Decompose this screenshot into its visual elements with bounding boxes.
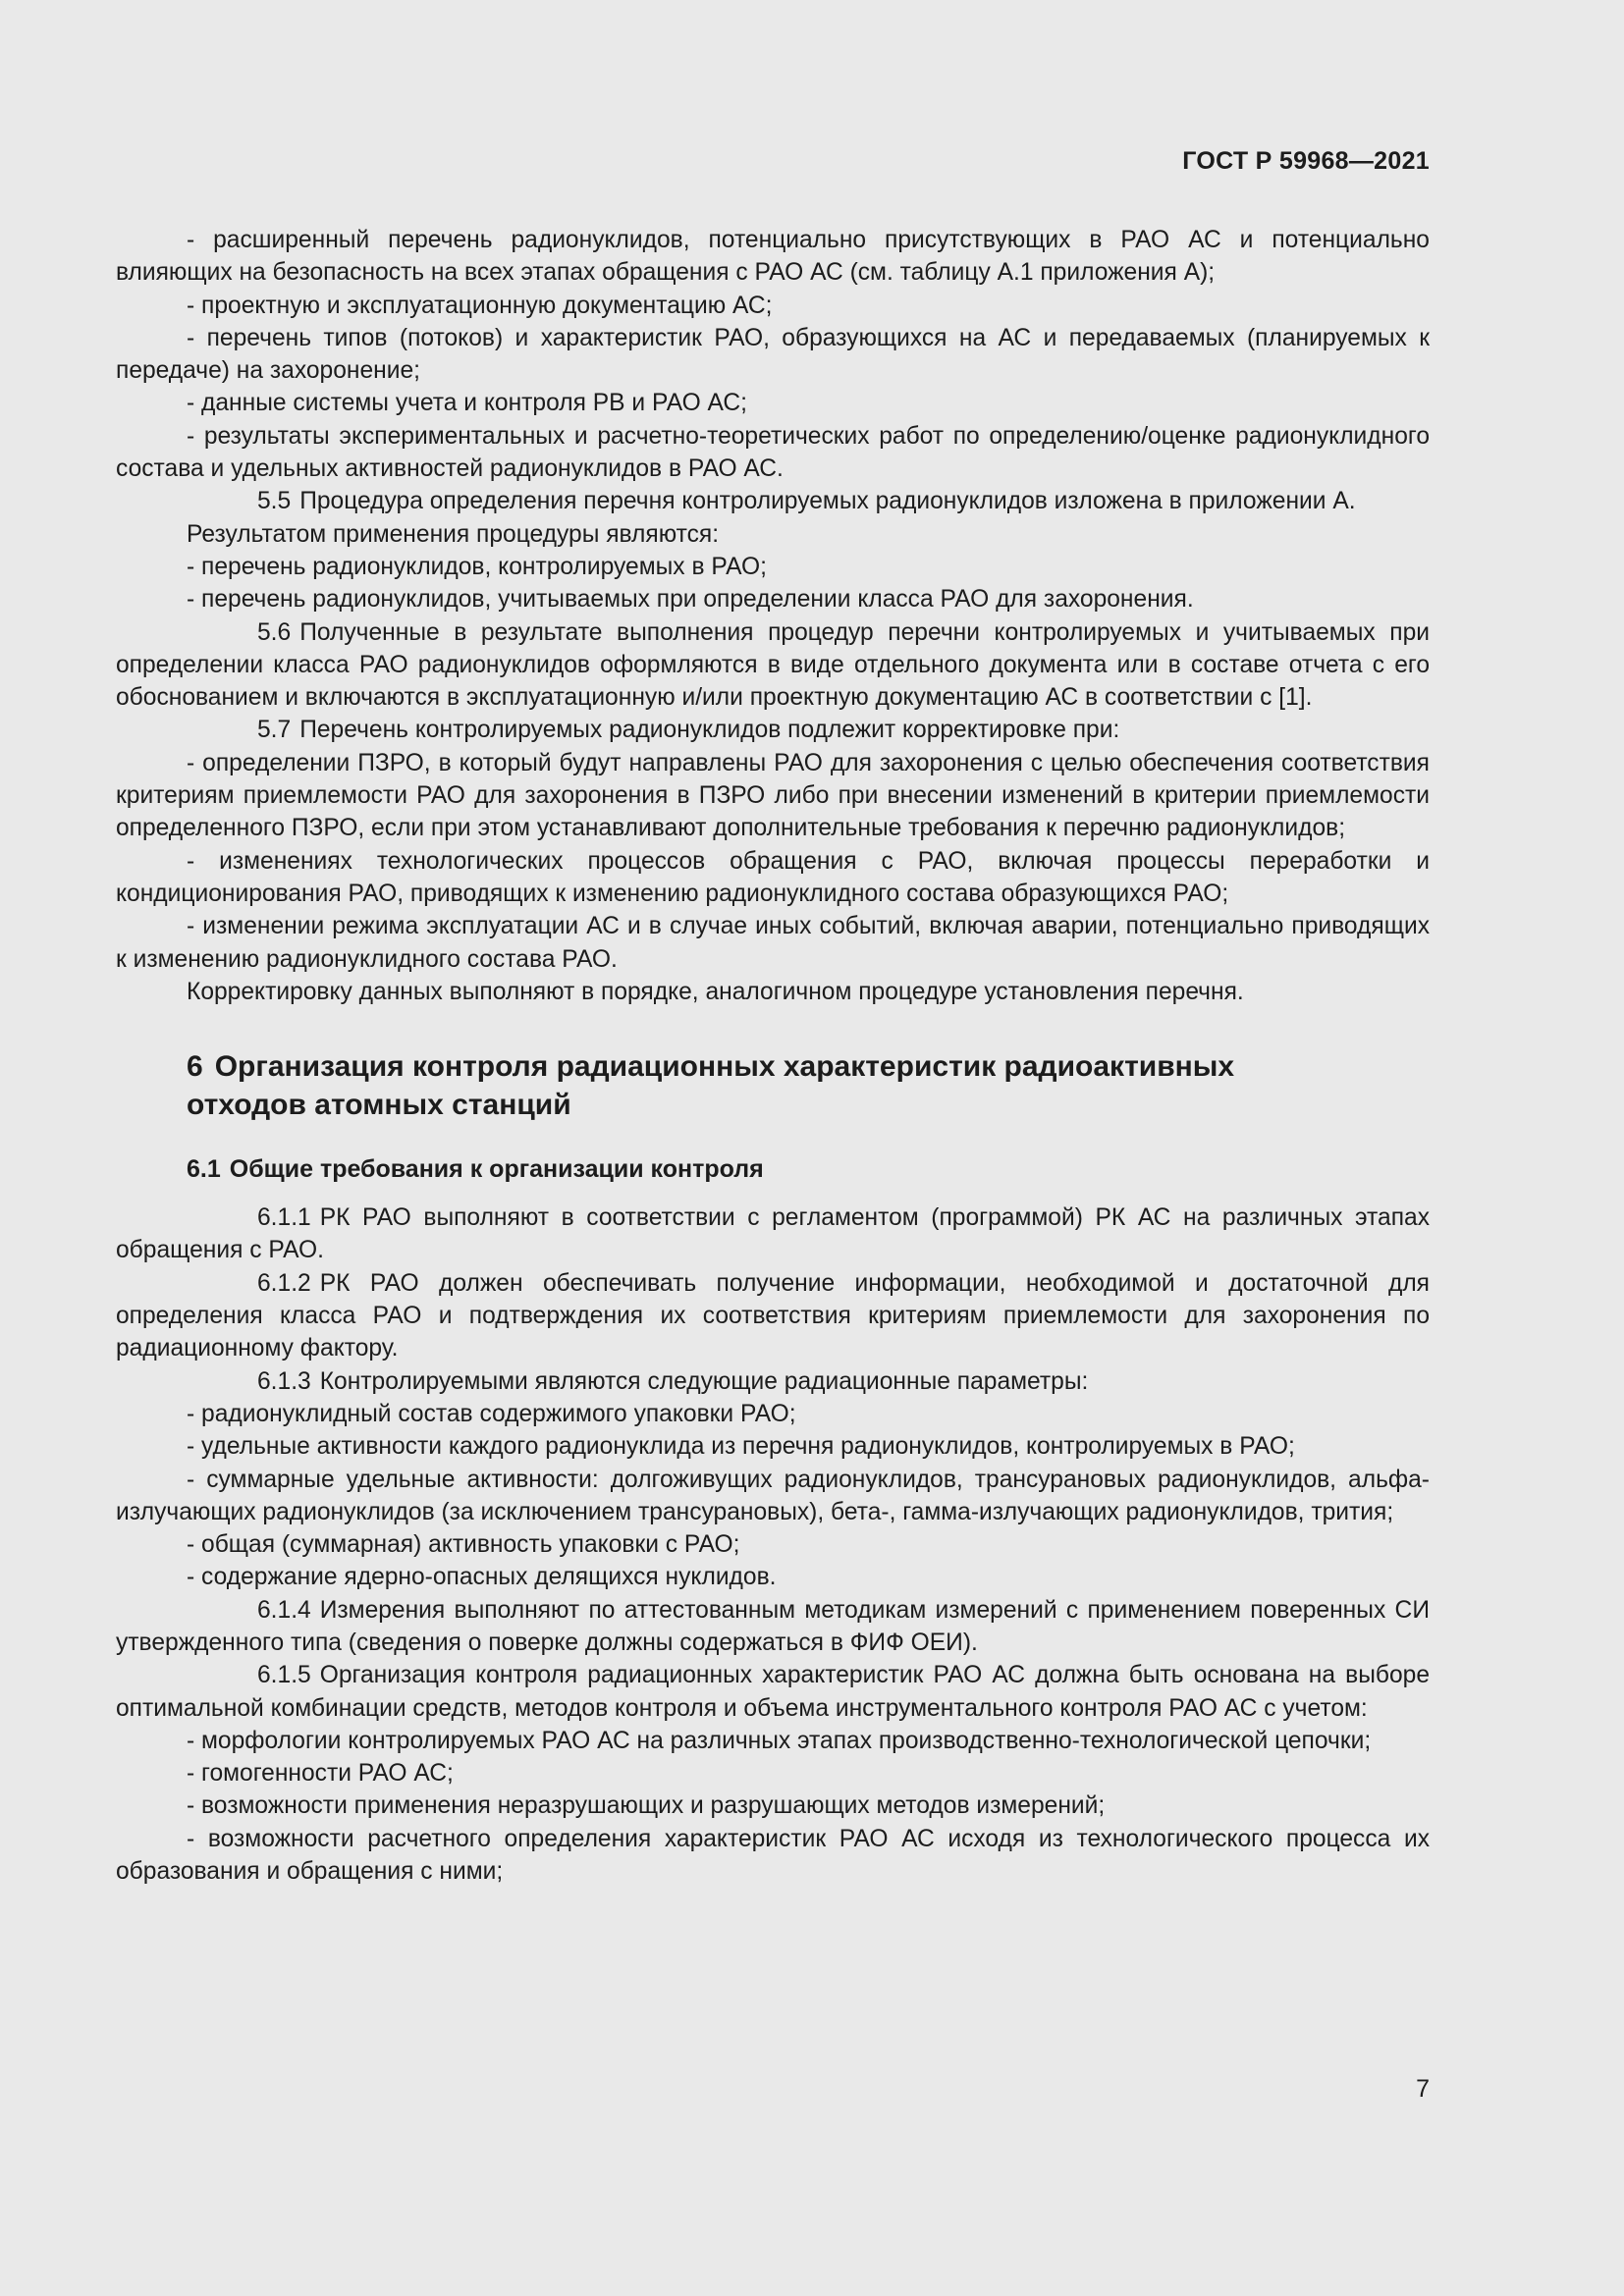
document-header: ГОСТ Р 59968—2021	[1182, 147, 1430, 175]
clause-5-7-closing: Корректировку данных выполняют в порядке, аналогичном процедуре установления перечня.	[187, 978, 1244, 1005]
list-item: - общая (суммарная) активность упаковки с РАО;	[187, 1531, 740, 1559]
list-item: - изменении режима эксплуатации АС и в случае иных событий, включая аварии, потенциально приводящих к изменению радионуклидного состава РАО.	[116, 913, 1430, 973]
subsection-number: 6.1	[187, 1155, 221, 1184]
section-6-heading	[187, 1047, 1365, 1124]
section-title-line-1: Организация контроля радиационных характеристик радиоактивных	[214, 1050, 1235, 1084]
section-title-line-2: отходов атомных станций	[187, 1089, 571, 1122]
clause-number: 6.1.1	[257, 1204, 311, 1232]
clause-number: 6.1.2	[257, 1269, 311, 1297]
list-item: - возможности расчетного определения характеристик РАО АС исходя из технологического процесса их образования и обращения с ними;	[116, 1825, 1430, 1886]
clause-number: 5.6	[257, 618, 292, 646]
list-item: - перечень типов (потоков) и характеристик РАО, образующихся на АС и передаваемых (планируемых к передаче) на захоронение;	[116, 324, 1430, 385]
list-item: - радионуклидный состав содержимого упаковки РАО;	[187, 1400, 796, 1427]
clause-6-1-1	[116, 1201, 1430, 1267]
clause-text: РК РАО должен обеспечивать получение информации, необходимой и достаточной для определения класса РАО и подтверждения их соответствия критериям приемлемости для захоронения по радиационному фактору.	[116, 1269, 1430, 1362]
clause-text: Перечень контролируемых радионуклидов подлежит корректировке при:	[299, 717, 1120, 744]
clause-6-1-2	[116, 1267, 1430, 1365]
clause-text: Процедура определения перечня контролируемых радионуклидов изложена в приложении А.	[299, 488, 1356, 515]
list-item: - удельные активности каждого радионуклида из перечня радионуклидов, контролируемых в РАО;	[187, 1433, 1295, 1461]
clause-5-5-intro: Результатом применения процедуры являются:	[187, 520, 720, 548]
clause-number: 5.7	[257, 717, 292, 744]
list-item: - морфологии контролируемых РАО АС на различных этапах производственно-технологической цепочки;	[187, 1727, 1372, 1754]
clause-number: 6.1.3	[257, 1367, 311, 1395]
clause-5-6	[116, 616, 1430, 715]
list-item: - изменениях технологических процессов обращения с РАО, включая процессы переработки и кондиционирования РАО, приводящих к изменению радионуклидного состава образующихся РАО;	[116, 847, 1430, 907]
clause-5-7	[116, 714, 1430, 746]
clause-6-1-5	[116, 1659, 1430, 1725]
list-item: - суммарные удельные активности: долгоживущих радионуклидов, трансурановых радионуклидов, альфа-излучающих радионуклидов (за исключением трансурановых), бета-, гамма-излучающих радионуклидов, трития;	[116, 1466, 1430, 1525]
clause-5-5	[116, 485, 1430, 517]
list-item: - гомогенности РАО АС;	[187, 1760, 454, 1788]
clause-number: 6.1.5	[257, 1662, 311, 1689]
list-item: - перечень радионуклидов, учитываемых при определении класса РАО для захоронения.	[187, 586, 1194, 614]
clause-text: Полученные в результате выполнения процедур перечни контролируемых и учитываемых при определении класса РАО радионуклидов оформляются в виде отдельного документа или в составе отчета с его обоснованием и включаются в эксплуатационную и/или проектную документацию АС в соответствии с [1].	[116, 618, 1430, 712]
list-item: - перечень радионуклидов, контролируемых в РАО;	[187, 553, 767, 580]
list-item: - содержание ядерно-опасных делящихся нуклидов.	[187, 1564, 777, 1591]
list-item: - проектную и эксплуатационную документацию АС;	[187, 292, 773, 319]
page-number: 7	[1416, 2075, 1430, 2103]
list-item: - данные системы учета и контроля РВ и РАО АС;	[187, 390, 747, 417]
list-item: - расширенный перечень радионуклидов, потенциально присутствующих в РАО АС и потенциально влияющих на безопасность на всех этапах обращения с РАО АС (см. таблицу А.1 приложения А);	[116, 227, 1430, 287]
section-number: 6	[187, 1050, 203, 1084]
clause-text: Измерения выполняют по аттестованным методикам измерений с применением поверенных СИ утвержденного типа (сведения о поверке должны содержаться в ФИФ ОЕИ).	[116, 1596, 1430, 1656]
clause-text: Организация контроля радиационных характеристик РАО АС должна быть основана на выборе оптимальной комбинации средств, методов контроля и объема инструментального контроля РАО АС с учетом:	[116, 1662, 1430, 1722]
list-item: - возможности применения неразрушающих и разрушающих методов измерений;	[187, 1792, 1106, 1820]
clause-text: РК РАО выполняют в соответствии с регламентом (программой) РК АС на различных этапах обращения с РАО.	[116, 1204, 1430, 1264]
clause-6-1-4	[116, 1594, 1430, 1660]
clause-number: 5.5	[257, 488, 292, 515]
document-body	[116, 224, 1430, 1888]
clause-number: 6.1.4	[257, 1596, 311, 1624]
list-item: - определении ПЗРО, в который будут направлены РАО для захоронения с целью обеспечения соответствия критериям приемлемости РАО для захоронения в ПЗРО либо при внесении изменений в критерии приемлемости определенного ПЗРО, если при этом устанавливают дополнительные требования к перечню радионуклидов;	[116, 749, 1430, 842]
subsection-title: Общие требования к организации контроля	[229, 1155, 764, 1184]
list-item: - результаты экспериментальных и расчетно-теоретических работ по определению/оценке радионуклидного состава и удельных активностей радионуклидов в РАО АС.	[116, 422, 1430, 483]
clause-6-1-3	[116, 1365, 1430, 1398]
subsection-6-1-heading	[187, 1153, 1430, 1186]
clause-text: Контролируемыми являются следующие радиационные параметры:	[319, 1367, 1089, 1395]
